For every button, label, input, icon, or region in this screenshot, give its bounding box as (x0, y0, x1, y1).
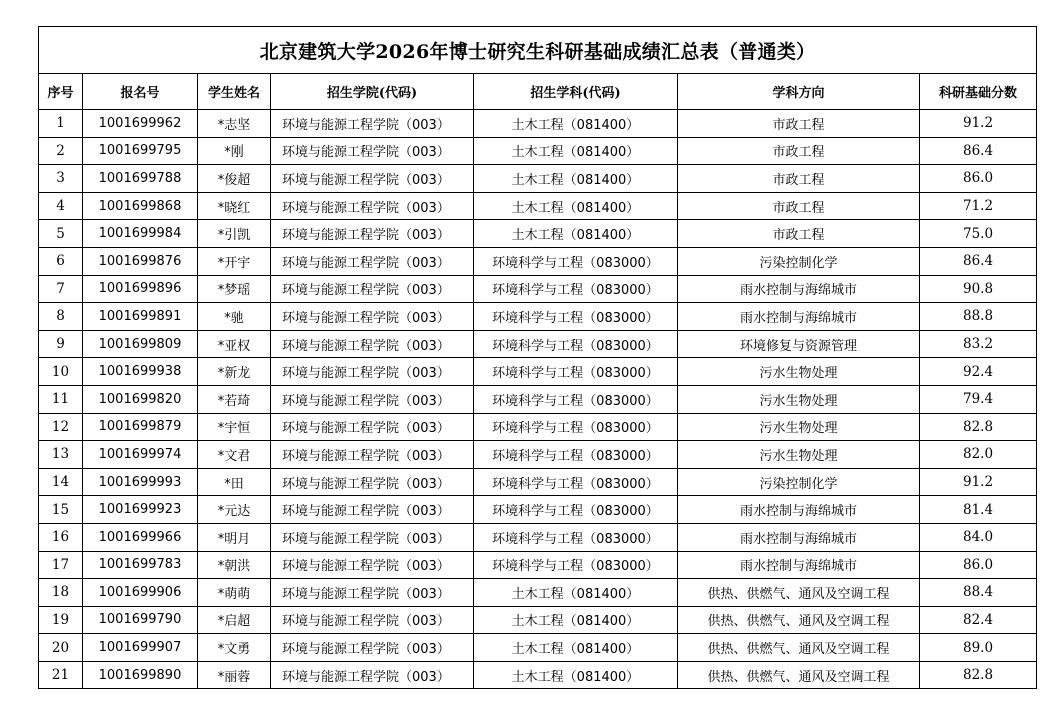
header-score: 科研基础分数 (920, 74, 1037, 110)
cell-reg-no: 1001699891 (83, 303, 198, 331)
cell-seq: 12 (39, 413, 83, 441)
score-table (38, 26, 1037, 689)
cell-seq: 13 (39, 441, 83, 469)
cell-college: 环境与能源工程学院（003） (271, 523, 474, 551)
cell-college: 环境与能源工程学院（003） (271, 634, 474, 662)
cell-name: *萌萌 (198, 579, 271, 607)
cell-reg-no: 1001699938 (83, 358, 198, 386)
cell-score: 86.4 (920, 137, 1037, 165)
table-row (39, 358, 1037, 386)
cell-college: 环境与能源工程学院（003） (271, 551, 474, 579)
cell-discipline: 环境科学与工程（083000） (474, 441, 678, 469)
cell-name: *俊超 (198, 165, 271, 193)
cell-name: *丽蓉 (198, 661, 271, 689)
cell-discipline: 环境科学与工程（083000） (474, 358, 678, 386)
cell-direction: 污水生物处理 (678, 441, 920, 469)
cell-college: 环境与能源工程学院（003） (271, 220, 474, 248)
cell-direction: 污染控制化学 (678, 468, 920, 496)
cell-score: 81.4 (920, 496, 1037, 524)
cell-score: 71.2 (920, 192, 1037, 220)
cell-discipline: 土木工程（081400） (474, 165, 678, 193)
cell-college: 环境与能源工程学院（003） (271, 137, 474, 165)
cell-college: 环境与能源工程学院（003） (271, 192, 474, 220)
cell-college: 环境与能源工程学院（003） (271, 330, 474, 358)
cell-direction: 供热、供燃气、通风及空调工程 (678, 661, 920, 689)
cell-score: 91.2 (920, 468, 1037, 496)
table-row (39, 275, 1037, 303)
cell-discipline: 环境科学与工程（083000） (474, 496, 678, 524)
table-row (39, 303, 1037, 331)
cell-score: 83.2 (920, 330, 1037, 358)
cell-seq: 11 (39, 385, 83, 413)
table-row (39, 661, 1037, 689)
table-row (39, 220, 1037, 248)
cell-direction: 污水生物处理 (678, 358, 920, 386)
cell-college: 环境与能源工程学院（003） (271, 413, 474, 441)
table-row (39, 247, 1037, 275)
table-row (39, 634, 1037, 662)
cell-name: *晓红 (198, 192, 271, 220)
cell-reg-no: 1001699962 (83, 110, 198, 138)
cell-direction: 污染控制化学 (678, 247, 920, 275)
cell-seq: 1 (39, 110, 83, 138)
cell-seq: 15 (39, 496, 83, 524)
cell-direction: 雨水控制与海绵城市 (678, 496, 920, 524)
cell-reg-no: 1001699809 (83, 330, 198, 358)
cell-score: 82.4 (920, 606, 1037, 634)
cell-seq: 9 (39, 330, 83, 358)
cell-seq: 21 (39, 661, 83, 689)
cell-score: 92.4 (920, 358, 1037, 386)
cell-seq: 16 (39, 523, 83, 551)
cell-college: 环境与能源工程学院（003） (271, 275, 474, 303)
cell-college: 环境与能源工程学院（003） (271, 385, 474, 413)
cell-score: 82.0 (920, 441, 1037, 469)
cell-direction: 污水生物处理 (678, 385, 920, 413)
cell-reg-no: 1001699896 (83, 275, 198, 303)
cell-direction: 雨水控制与海绵城市 (678, 303, 920, 331)
cell-reg-no: 1001699879 (83, 413, 198, 441)
cell-name: *田 (198, 468, 271, 496)
cell-reg-no: 1001699788 (83, 165, 198, 193)
cell-discipline: 土木工程（081400） (474, 579, 678, 607)
cell-score: 84.0 (920, 523, 1037, 551)
cell-direction: 污水生物处理 (678, 413, 920, 441)
header-reg-no: 报名号 (83, 74, 198, 110)
cell-name: *若琦 (198, 385, 271, 413)
cell-reg-no: 1001699993 (83, 468, 198, 496)
cell-seq: 5 (39, 220, 83, 248)
cell-direction: 市政工程 (678, 192, 920, 220)
cell-discipline: 土木工程（081400） (474, 110, 678, 138)
table-row (39, 110, 1037, 138)
table-title: 北京建筑大学2026年博士研究生科研基础成绩汇总表（普通类） (39, 27, 1037, 74)
table-row (39, 468, 1037, 496)
table-row (39, 165, 1037, 193)
cell-score: 79.4 (920, 385, 1037, 413)
cell-reg-no: 1001699966 (83, 523, 198, 551)
table-body (39, 110, 1037, 689)
cell-seq: 14 (39, 468, 83, 496)
cell-reg-no: 1001699795 (83, 137, 198, 165)
cell-discipline: 环境科学与工程（083000） (474, 303, 678, 331)
table-row (39, 579, 1037, 607)
cell-score: 82.8 (920, 661, 1037, 689)
cell-discipline: 环境科学与工程（083000） (474, 330, 678, 358)
cell-reg-no: 1001699923 (83, 496, 198, 524)
cell-seq: 4 (39, 192, 83, 220)
score-summary-sheet (38, 26, 1037, 689)
cell-discipline: 环境科学与工程（083000） (474, 413, 678, 441)
cell-discipline: 环境科学与工程（083000） (474, 551, 678, 579)
header-name: 学生姓名 (198, 74, 271, 110)
cell-name: *明月 (198, 523, 271, 551)
cell-college: 环境与能源工程学院（003） (271, 303, 474, 331)
table-row (39, 330, 1037, 358)
cell-college: 环境与能源工程学院（003） (271, 468, 474, 496)
cell-score: 86.0 (920, 551, 1037, 579)
cell-discipline: 土木工程（081400） (474, 634, 678, 662)
cell-direction: 市政工程 (678, 165, 920, 193)
header-discipline: 招生学科(代码) (474, 74, 678, 110)
cell-direction: 市政工程 (678, 220, 920, 248)
header-direction: 学科方向 (678, 74, 920, 110)
table-row (39, 496, 1037, 524)
cell-seq: 20 (39, 634, 83, 662)
cell-name: *新龙 (198, 358, 271, 386)
cell-college: 环境与能源工程学院（003） (271, 579, 474, 607)
cell-reg-no: 1001699974 (83, 441, 198, 469)
cell-college: 环境与能源工程学院（003） (271, 358, 474, 386)
cell-discipline: 土木工程（081400） (474, 137, 678, 165)
cell-name: *朝洪 (198, 551, 271, 579)
cell-direction: 市政工程 (678, 137, 920, 165)
cell-direction: 供热、供燃气、通风及空调工程 (678, 579, 920, 607)
cell-discipline: 土木工程（081400） (474, 661, 678, 689)
cell-college: 环境与能源工程学院（003） (271, 165, 474, 193)
table-row (39, 413, 1037, 441)
cell-reg-no: 1001699820 (83, 385, 198, 413)
cell-discipline: 土木工程（081400） (474, 606, 678, 634)
cell-score: 89.0 (920, 634, 1037, 662)
cell-name: *开宇 (198, 247, 271, 275)
cell-seq: 17 (39, 551, 83, 579)
cell-reg-no: 1001699868 (83, 192, 198, 220)
cell-name: *亚权 (198, 330, 271, 358)
cell-score: 88.4 (920, 579, 1037, 607)
cell-score: 75.0 (920, 220, 1037, 248)
cell-name: *引凯 (198, 220, 271, 248)
title-row (39, 27, 1037, 74)
cell-college: 环境与能源工程学院（003） (271, 606, 474, 634)
cell-discipline: 环境科学与工程（083000） (474, 468, 678, 496)
cell-score: 88.8 (920, 303, 1037, 331)
cell-reg-no: 1001699783 (83, 551, 198, 579)
cell-discipline: 环境科学与工程（083000） (474, 275, 678, 303)
cell-seq: 7 (39, 275, 83, 303)
cell-direction: 雨水控制与海绵城市 (678, 551, 920, 579)
cell-name: *文勇 (198, 634, 271, 662)
cell-direction: 供热、供燃气、通风及空调工程 (678, 606, 920, 634)
cell-reg-no: 1001699790 (83, 606, 198, 634)
table-row (39, 385, 1037, 413)
cell-seq: 3 (39, 165, 83, 193)
cell-discipline: 土木工程（081400） (474, 192, 678, 220)
cell-seq: 2 (39, 137, 83, 165)
cell-seq: 6 (39, 247, 83, 275)
header-row (39, 74, 1037, 110)
header-seq: 序号 (39, 74, 83, 110)
header-college: 招生学院(代码) (271, 74, 474, 110)
cell-seq: 10 (39, 358, 83, 386)
cell-college: 环境与能源工程学院（003） (271, 441, 474, 469)
cell-name: *元达 (198, 496, 271, 524)
cell-direction: 雨水控制与海绵城市 (678, 275, 920, 303)
table-row (39, 551, 1037, 579)
cell-direction: 环境修复与资源管理 (678, 330, 920, 358)
cell-score: 91.2 (920, 110, 1037, 138)
table-row (39, 606, 1037, 634)
table-row (39, 192, 1037, 220)
cell-direction: 市政工程 (678, 110, 920, 138)
cell-direction: 雨水控制与海绵城市 (678, 523, 920, 551)
cell-reg-no: 1001699890 (83, 661, 198, 689)
cell-name: *启超 (198, 606, 271, 634)
cell-name: *驰 (198, 303, 271, 331)
cell-score: 90.8 (920, 275, 1037, 303)
cell-college: 环境与能源工程学院（003） (271, 496, 474, 524)
table-row (39, 137, 1037, 165)
cell-college: 环境与能源工程学院（003） (271, 661, 474, 689)
cell-name: *文君 (198, 441, 271, 469)
table-row (39, 523, 1037, 551)
cell-seq: 18 (39, 579, 83, 607)
cell-college: 环境与能源工程学院（003） (271, 247, 474, 275)
cell-score: 86.0 (920, 165, 1037, 193)
cell-name: *梦瑶 (198, 275, 271, 303)
cell-discipline: 环境科学与工程（083000） (474, 523, 678, 551)
cell-name: *志坚 (198, 110, 271, 138)
cell-reg-no: 1001699876 (83, 247, 198, 275)
cell-college: 环境与能源工程学院（003） (271, 110, 474, 138)
cell-name: *宇恒 (198, 413, 271, 441)
cell-direction: 供热、供燃气、通风及空调工程 (678, 634, 920, 662)
cell-reg-no: 1001699906 (83, 579, 198, 607)
cell-name: *刚 (198, 137, 271, 165)
cell-discipline: 环境科学与工程（083000） (474, 385, 678, 413)
cell-score: 86.4 (920, 247, 1037, 275)
cell-reg-no: 1001699984 (83, 220, 198, 248)
cell-discipline: 土木工程（081400） (474, 220, 678, 248)
cell-score: 82.8 (920, 413, 1037, 441)
cell-seq: 19 (39, 606, 83, 634)
cell-seq: 8 (39, 303, 83, 331)
cell-discipline: 环境科学与工程（083000） (474, 247, 678, 275)
table-row (39, 441, 1037, 469)
cell-reg-no: 1001699907 (83, 634, 198, 662)
